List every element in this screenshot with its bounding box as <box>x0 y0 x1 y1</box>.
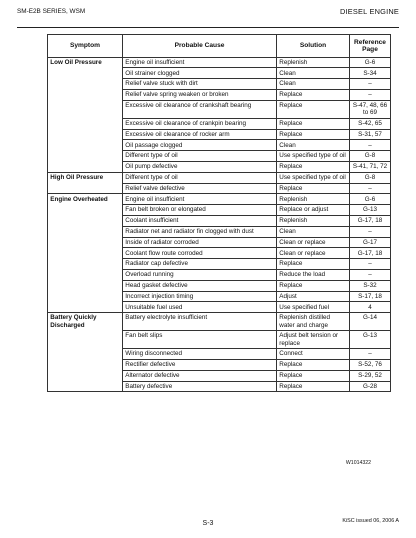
solution-cell: Clean or replace <box>277 237 350 248</box>
symptom-cell <box>48 291 123 302</box>
symptom-cell <box>48 68 123 79</box>
manual-series-title: SM-E2B SERIES, WSM <box>17 8 86 15</box>
solution-cell: Clean <box>277 140 350 151</box>
solution-cell: Reduce the load <box>277 269 350 280</box>
cause-cell: Relief valve stuck with dirt <box>123 79 277 90</box>
symptom-cell <box>48 280 123 291</box>
troubleshooting-table-container <box>47 34 390 392</box>
solution-cell: Replace or adjust <box>277 205 350 216</box>
cause-cell: Excessive oil clearance of crankpin bearing <box>123 118 277 129</box>
symptom-cell <box>48 129 123 140</box>
reference-page-cell: – <box>350 183 391 194</box>
reference-page-cell: G-6 <box>350 57 391 68</box>
reference-page-cell: – <box>350 269 391 280</box>
symptom-cell <box>48 226 123 237</box>
solution-cell: Adjust <box>277 291 350 302</box>
table-row <box>48 79 391 90</box>
table-row <box>48 118 391 129</box>
cause-cell: Oil passage clogged <box>123 140 277 151</box>
cause-cell: Oil strainer clogged <box>123 68 277 79</box>
cause-cell: Alternator defective <box>123 370 277 381</box>
symptom-cell <box>48 79 123 90</box>
symptom-cell <box>48 100 123 118</box>
table-row <box>48 349 391 360</box>
symptom-cell <box>48 183 123 194</box>
reference-page-cell: – <box>350 140 391 151</box>
cause-cell: Oil pump defective <box>123 161 277 172</box>
symptom-cell <box>48 237 123 248</box>
cause-cell: Inside of radiator corroded <box>123 237 277 248</box>
solution-cell: Use specified type of oil <box>277 151 350 162</box>
table-header-row <box>48 35 391 58</box>
cause-cell: Relief valve defective <box>123 183 277 194</box>
cause-cell: Excessive oil clearance of rocker arm <box>123 129 277 140</box>
reference-page-cell: G-6 <box>350 194 391 205</box>
cause-cell: Incorrect injection timing <box>123 291 277 302</box>
table-row <box>48 313 391 331</box>
table-row <box>48 194 391 205</box>
symptom-cell <box>48 248 123 259</box>
solution-cell: Replace <box>277 89 350 100</box>
table-body <box>48 57 391 392</box>
reference-page-cell: S-47, 48, 66 to 69 <box>350 100 391 118</box>
reference-page-cell: 4 <box>350 302 391 313</box>
reference-page-cell: G-17, 18 <box>350 215 391 226</box>
symptom-cell <box>48 140 123 151</box>
column-header-solution: Solution <box>277 35 350 58</box>
reference-page-cell: – <box>350 89 391 100</box>
cause-cell: Battery electrolyte insufficient <box>123 313 277 331</box>
solution-cell: Replenish <box>277 194 350 205</box>
reference-page-cell: – <box>350 349 391 360</box>
solution-cell: Replace <box>277 161 350 172</box>
table-row <box>48 140 391 151</box>
table-row <box>48 68 391 79</box>
cause-cell: Coolant insufficient <box>123 215 277 226</box>
symptom-cell <box>48 205 123 216</box>
solution-cell: Replace <box>277 259 350 270</box>
cause-cell: Fan belt broken or elongated <box>123 205 277 216</box>
solution-cell: Replenish distilled water and charge <box>277 313 350 331</box>
reference-page-cell: S-31, 57 <box>350 129 391 140</box>
table-row <box>48 291 391 302</box>
symptom-cell <box>48 359 123 370</box>
symptom-cell <box>48 381 123 392</box>
table-row <box>48 381 391 392</box>
table-row <box>48 370 391 381</box>
cause-cell: Excessive oil clearance of crankshaft bearing <box>123 100 277 118</box>
solution-cell: Replace <box>277 183 350 194</box>
cause-cell: Overload running <box>123 269 277 280</box>
symptom-cell <box>48 370 123 381</box>
issue-info: KiSC issued 06, 2006 A <box>342 518 399 524</box>
symptom-cell <box>48 151 123 162</box>
cause-cell: Engine oil insufficient <box>123 194 277 205</box>
solution-cell: Connect <box>277 349 350 360</box>
solution-cell: Clean <box>277 68 350 79</box>
cause-cell: Rectifier defective <box>123 359 277 370</box>
cause-cell: Coolant flow route corroded <box>123 248 277 259</box>
table-row <box>48 280 391 291</box>
table-row <box>48 248 391 259</box>
solution-cell: Adjust belt tension or replace <box>277 331 350 349</box>
column-header-reference-page: Reference Page <box>350 35 391 58</box>
table-row <box>48 129 391 140</box>
symptom-cell: High Oil Pressure <box>48 172 123 183</box>
solution-cell: Replace <box>277 100 350 118</box>
solution-cell: Clean <box>277 226 350 237</box>
solution-cell: Use specified type of oil <box>277 172 350 183</box>
symptom-cell <box>48 259 123 270</box>
solution-cell: Replace <box>277 118 350 129</box>
table-row <box>48 172 391 183</box>
reference-page-cell: S-17, 18 <box>350 291 391 302</box>
solution-cell: Replace <box>277 359 350 370</box>
reference-page-cell: – <box>350 226 391 237</box>
table-row <box>48 151 391 162</box>
table-row <box>48 302 391 313</box>
cause-cell: Fan belt slips <box>123 331 277 349</box>
symptom-cell: Battery Quickly Discharged <box>48 313 123 331</box>
solution-cell: Replenish <box>277 215 350 226</box>
cause-cell: Radiator cap defective <box>123 259 277 270</box>
cause-cell: Relief valve spring weaken or broken <box>123 89 277 100</box>
table-row <box>48 205 391 216</box>
troubleshooting-table <box>47 34 391 392</box>
cause-cell: Engine oil insufficient <box>123 57 277 68</box>
reference-page-cell: S-29, 52 <box>350 370 391 381</box>
solution-cell: Use specified fuel <box>277 302 350 313</box>
table-row <box>48 259 391 270</box>
reference-page-cell: – <box>350 79 391 90</box>
cause-cell: Battery defective <box>123 381 277 392</box>
reference-page-cell: S-32 <box>350 280 391 291</box>
reference-page-cell: G-13 <box>350 331 391 349</box>
reference-page-cell: G-28 <box>350 381 391 392</box>
symptom-cell <box>48 118 123 129</box>
reference-page-cell: S-34 <box>350 68 391 79</box>
symptom-cell <box>48 269 123 280</box>
table-row <box>48 226 391 237</box>
solution-cell: Replenish <box>277 57 350 68</box>
table-row <box>48 331 391 349</box>
table-row <box>48 237 391 248</box>
table-row <box>48 100 391 118</box>
solution-cell: Replace <box>277 381 350 392</box>
reference-page-cell: G-8 <box>350 151 391 162</box>
symptom-cell <box>48 302 123 313</box>
reference-page-cell: S-42, 65 <box>350 118 391 129</box>
solution-cell: Clean or replace <box>277 248 350 259</box>
table-row <box>48 269 391 280</box>
reference-page-cell: G-14 <box>350 313 391 331</box>
symptom-cell <box>48 349 123 360</box>
cause-cell: Different type of oil <box>123 151 277 162</box>
page-header <box>17 7 399 28</box>
reference-page-cell: G-17, 18 <box>350 248 391 259</box>
symptom-cell <box>48 331 123 349</box>
table-row <box>48 161 391 172</box>
reference-page-cell: G-17 <box>350 237 391 248</box>
reference-page-cell: S-52, 76 <box>350 359 391 370</box>
reference-page-cell: G-13 <box>350 205 391 216</box>
symptom-cell <box>48 89 123 100</box>
symptom-cell <box>48 215 123 226</box>
table-row <box>48 183 391 194</box>
cause-cell: Head gasket defective <box>123 280 277 291</box>
solution-cell: Replace <box>277 370 350 381</box>
section-title: DIESEL ENGINE <box>339 7 399 16</box>
column-header-symptom: Symptom <box>48 35 123 58</box>
reference-page-cell: G-8 <box>350 172 391 183</box>
symptom-cell: Engine Overheated <box>48 194 123 205</box>
table-row <box>48 215 391 226</box>
cause-cell: Wiring disconnected <box>123 349 277 360</box>
solution-cell: Replace <box>277 129 350 140</box>
symptom-cell <box>48 161 123 172</box>
table-row <box>48 89 391 100</box>
reference-page-cell: S-41, 71, 72 <box>350 161 391 172</box>
cause-cell: Radiator net and radiator fin clogged with dust <box>123 226 277 237</box>
table-row <box>48 57 391 68</box>
reference-page-cell: – <box>350 259 391 270</box>
solution-cell: Replace <box>277 280 350 291</box>
cause-cell: Unsuitable fuel used <box>123 302 277 313</box>
column-header-probable-cause: Probable Cause <box>123 35 277 58</box>
symptom-cell: Low Oil Pressure <box>48 57 123 68</box>
table-row <box>48 359 391 370</box>
solution-cell: Clean <box>277 79 350 90</box>
page-number: S-3 <box>202 520 214 527</box>
figure-code: W1014322 <box>345 460 371 466</box>
cause-cell: Different type of oil <box>123 172 277 183</box>
